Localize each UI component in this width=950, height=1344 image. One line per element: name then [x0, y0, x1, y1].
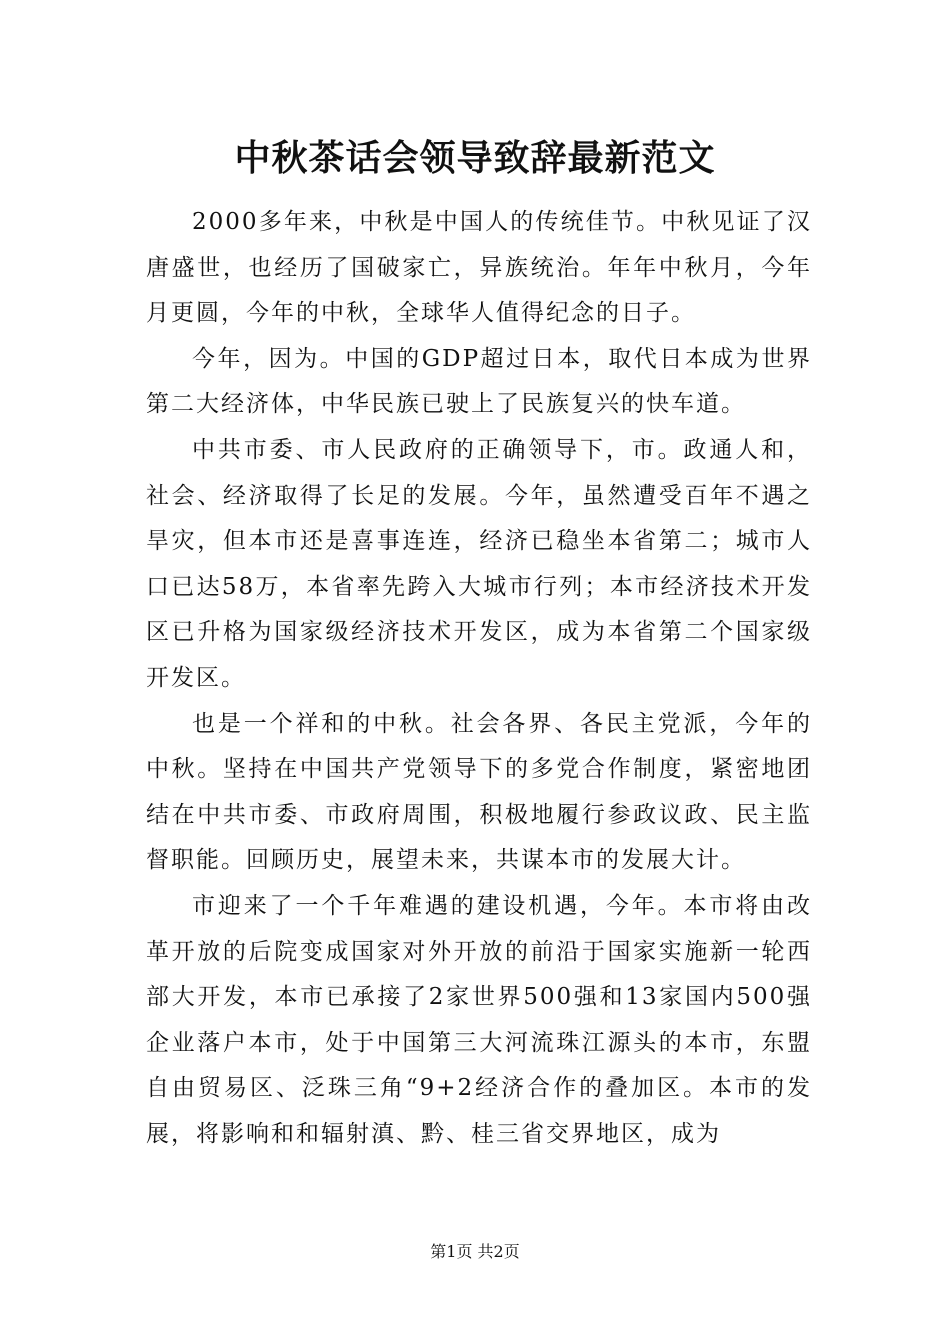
paragraph-4: 也是一个祥和的中秋。社会各界、各民主党派，今年的中秋。坚持在中国共产党领导下的多党合作制度，紧密地团结在中共市委、市政府周围，积极地履行参政议政、民主监督职能。回顾历史，展望未来，共谋本市的发展大计。: [146, 710, 812, 874]
paragraph-3: 中共市委、市人民政府的正确领导下，市。政通人和，社会、经济取得了长足的发展。今年，虽然遭受百年不遇之旱灾，但本市还是喜事连连，经济已稳坐本省第二；城市人口已达58万，本省率先跨入大城市行列；本市经济技术开发区已升格为国家级经济技术开发区，成为本省第二个国家级开发区。: [146, 436, 812, 691]
document-body: [146, 200, 812, 1157]
paragraph-1: 2000多年来，中秋是中国人的传统佳节。中秋见证了汉唐盛世，也经历了国破家亡，异族统治。年年中秋月，今年月更圆，今年的中秋，全球华人值得纪念的日子。: [146, 209, 812, 327]
paragraph-2: 今年，因为。中国的GDP超过日本，取代日本成为世界第二大经济体，中华民族已驶上了民族复兴的快车道。: [146, 345, 812, 418]
document-title: 中秋茶话会领导致辞最新范文: [234, 137, 716, 179]
page-footer: 第1页 共2页: [430, 1242, 520, 1261]
paragraph-5: 市迎来了一个千年难遇的建设机遇，今年。本市将由改革开放的后院变成国家对外开放的前沿于国家实施新一轮西部大开发，本市已承接了2家世界500强和13家国内500强企业落户本市，处于中国第三大河流珠江源头的本市，东盟自由贸易区、泛珠三角“9+2经济合作的叠加区。本市的发展，将影响和和辐射滇、黔、桂三省交界地区，成为: [146, 892, 812, 1147]
